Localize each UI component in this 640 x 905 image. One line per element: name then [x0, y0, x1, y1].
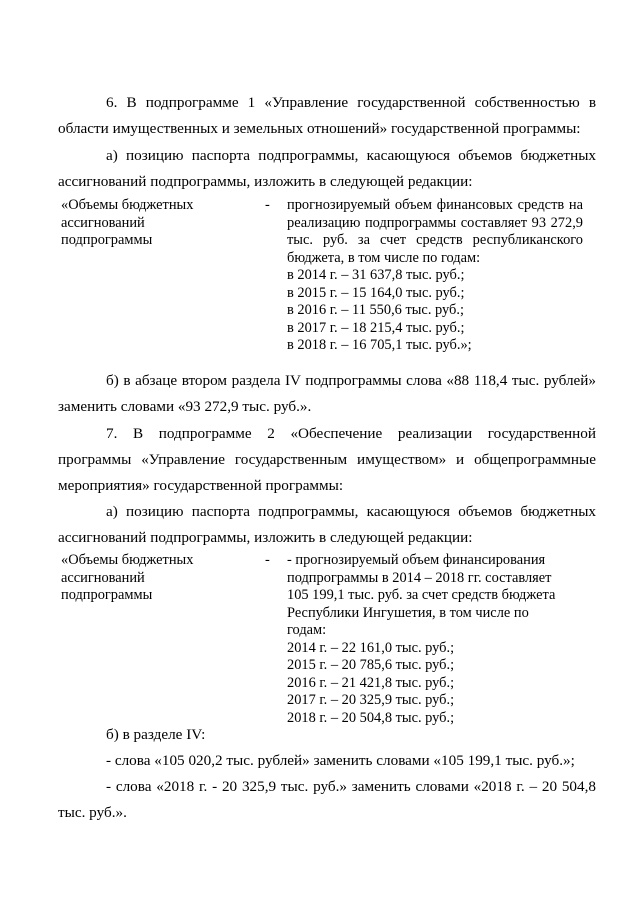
table-left-line: подпрограммы: [61, 587, 153, 603]
table-left-cell: [61, 552, 251, 605]
section-7-intro: 7. В подпрограмме 2 «Обеспечение реализации государственной программы «Управление государственным имуществом» и общепрограммные мероприятия» государственной программы:: [58, 425, 596, 494]
section-7-item-b-2: - слова «2018 г. - 20 325,9 тыс. руб.» заменить словами «2018 г. – 20 504,8 тыс. руб.».: [58, 778, 596, 821]
funding-line: годам:: [287, 622, 327, 638]
table-left-line: ассигнований: [61, 569, 145, 586]
year-amount: 2015 г. – 20 785,6 тыс. руб.;: [287, 657, 455, 673]
section-7-budget-table: [58, 552, 596, 727]
table-right-cell: [287, 552, 583, 727]
section-7-item-b-1: - слова «105 020,2 тыс. рублей» заменить словами «105 199,1 тыс. руб.»;: [106, 752, 575, 769]
year-amount: в 2014 г. – 31 637,8 тыс. руб.;: [287, 267, 465, 283]
funding-line: 105 199,1 тыс. руб. за счет средств бюджета: [287, 587, 556, 603]
year-amount: в 2015 г. – 15 164,0 тыс. руб.;: [287, 284, 465, 301]
section-6-item-a: а) позицию паспорта подпрограммы, касающуюся объемов бюджетных ассигнований подпрограммы, изложить в следующей редакции:: [58, 147, 596, 190]
table-left-cell: [61, 197, 251, 250]
section-6-intro: 6. В подпрограмме 1 «Управление государственной собственностью в области имущественных и земельных отношений» государственной программы:: [58, 94, 596, 137]
table-dash: -: [265, 552, 270, 568]
table-left-line: «Объемы бюджетных: [61, 552, 194, 568]
year-amount: 2014 г. – 22 161,0 тыс. руб.;: [287, 639, 455, 656]
year-amount: в 2018 г. – 16 705,1 тыс. руб.»;: [287, 337, 472, 353]
table-right-cell: [287, 197, 583, 355]
section-7-item-b: б) в разделе IV:: [106, 726, 206, 743]
funding-description: прогнозируемый объем финансовых средств на реализацию подпрограммы составляет 93 272,9 тыс. руб. за счет средств республиканского бюджета, в том числе по годам:: [287, 197, 583, 266]
table-left-line: «Объемы бюджетных: [61, 197, 194, 213]
year-amount: в 2017 г. – 18 215,4 тыс. руб.;: [287, 319, 465, 336]
table-dash: -: [265, 197, 270, 213]
funding-line: - прогнозируемый объем финансирования: [287, 552, 546, 568]
year-amount: 2018 г. – 20 504,8 тыс. руб.;: [287, 709, 455, 726]
funding-line: подпрограммы в 2014 – 2018 гг. составляет: [287, 569, 552, 586]
year-amount: 2016 г. – 21 421,8 тыс. руб.;: [287, 674, 455, 691]
section-6-item-b: б) в абзаце втором раздела IV подпрограммы слова «88 118,4 тыс. рублей» заменить словами «93 272,9 тыс. руб.».: [58, 372, 596, 415]
year-amount: 2017 г. – 20 325,9 тыс. руб.;: [287, 692, 455, 708]
section-6-budget-table: [58, 197, 596, 372]
year-amount: в 2016 г. – 11 550,6 тыс. руб.;: [287, 302, 464, 318]
funding-line: Республики Ингушетия, в том числе по: [287, 604, 529, 621]
table-left-line: подпрограммы: [61, 232, 153, 248]
table-left-line: ассигнований: [61, 214, 145, 231]
section-7-item-a: а) позицию паспорта подпрограммы, касающуюся объемов бюджетных ассигнований подпрограммы, изложить в следующей редакции:: [58, 503, 596, 546]
